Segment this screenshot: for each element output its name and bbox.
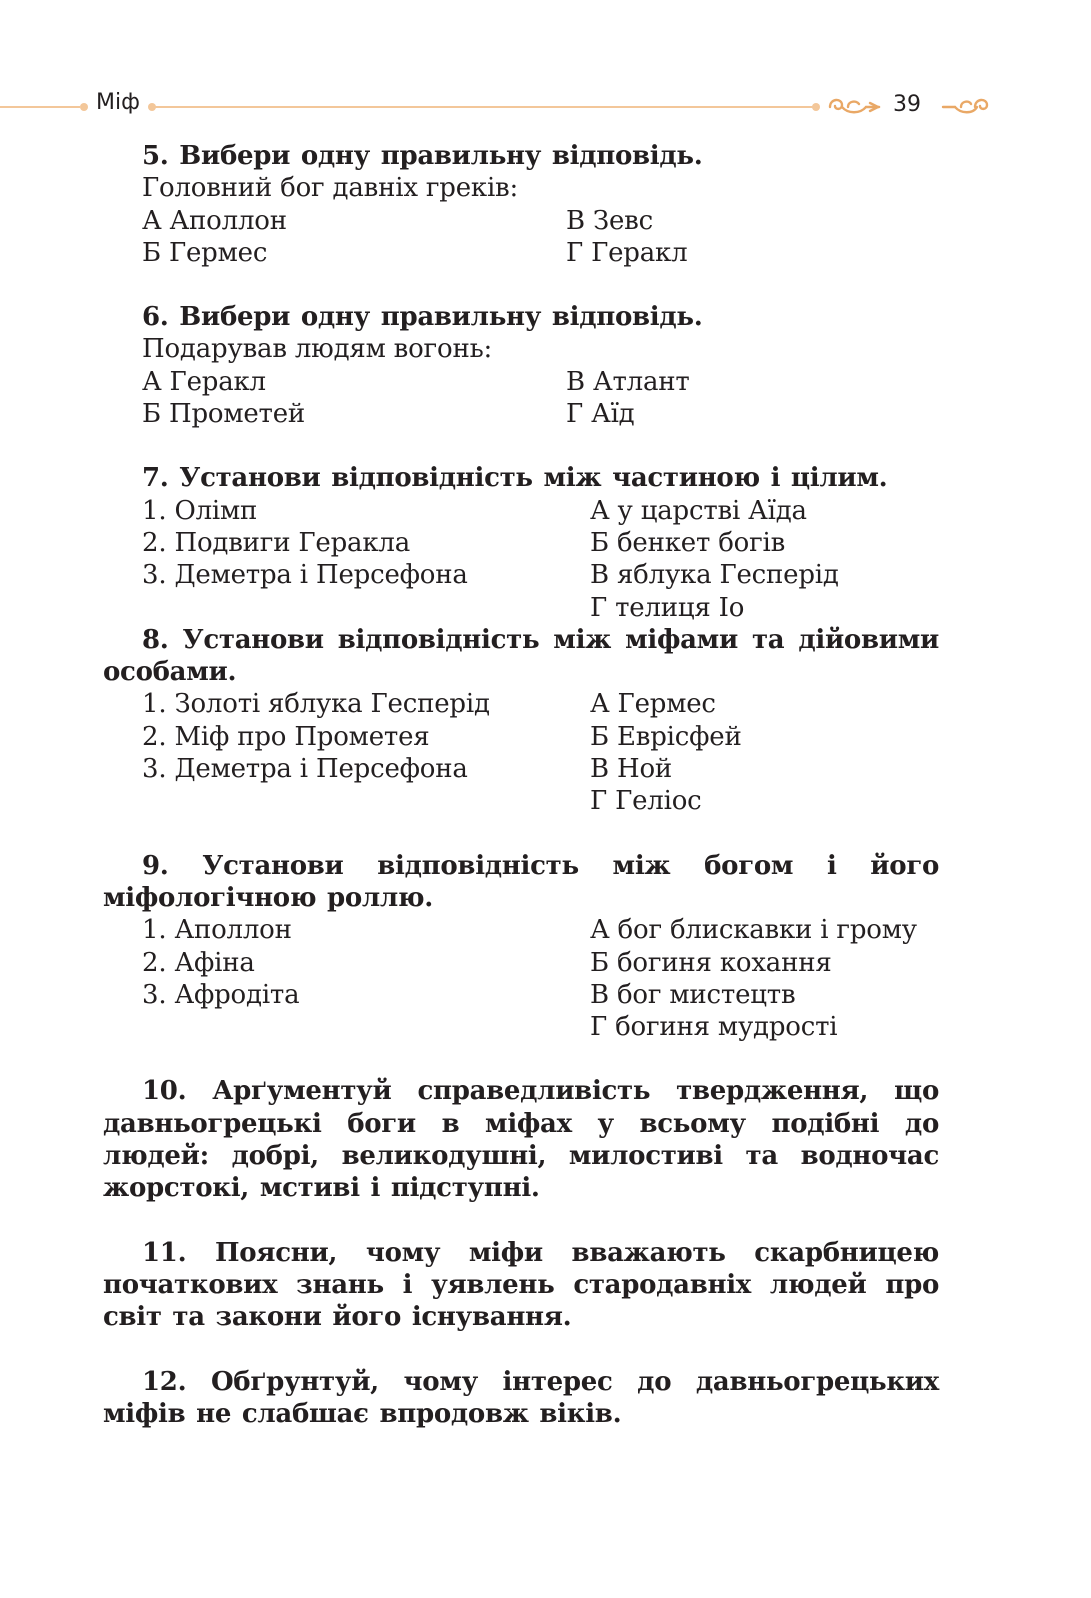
question-6 bbox=[103, 301, 939, 430]
option: Б Гермес bbox=[142, 237, 268, 268]
pair-left: 2. Міф про Прометея bbox=[142, 721, 430, 752]
option: В Атлант bbox=[566, 366, 690, 397]
spacer bbox=[103, 430, 939, 462]
question-12 bbox=[103, 1366, 939, 1431]
question-title: 12. Обґрунтуй, чому інтерес до давньогрецьких міфів не слабшає впродовж віків. bbox=[103, 1366, 939, 1429]
pair-row bbox=[103, 527, 939, 559]
pair-right: Б бенкет богів bbox=[590, 527, 786, 558]
question-title: 9. Установи відповідність між богом і його міфологічною роллю. bbox=[103, 850, 939, 913]
question-title: 10. Арґументуй справедливість твердження, що давньогрецькі боги в міфах у всьому подібні до людей: добрі, великодушні, милостиві та водночас жорстокі, мстиві і підступні. bbox=[103, 1076, 939, 1204]
pair-right: В Ной bbox=[590, 754, 673, 785]
pair-right: Б Еврісфей bbox=[590, 721, 742, 752]
pair-right: В бог мистецтв bbox=[590, 979, 796, 1010]
pair-left bbox=[142, 785, 590, 817]
question-7 bbox=[103, 462, 939, 623]
exercise-list bbox=[103, 140, 939, 1430]
pair-left: 1. Аполлон bbox=[142, 915, 292, 946]
pair-right: А у царстві Аїда bbox=[590, 495, 807, 526]
page-number: 39 bbox=[893, 92, 921, 117]
question-title: 7. Установи відповідність між частиною і цілим. bbox=[142, 463, 888, 494]
ornament-right-icon bbox=[941, 92, 991, 122]
pair-right: Г богиня мудрості bbox=[590, 1012, 838, 1043]
ornament-left-icon bbox=[826, 92, 882, 122]
pair-left: 2. Афіна bbox=[142, 947, 255, 978]
pair-row bbox=[103, 721, 939, 753]
pair-row bbox=[103, 1011, 939, 1043]
question-8 bbox=[103, 624, 939, 818]
pair-left bbox=[142, 592, 590, 624]
pair-left: 2. Подвиги Геракла bbox=[142, 527, 411, 558]
pair-row bbox=[103, 979, 939, 1011]
pair-row bbox=[103, 785, 939, 817]
pair-row bbox=[103, 559, 939, 591]
header-rule-middle bbox=[150, 106, 815, 108]
pair-row bbox=[103, 914, 939, 946]
pair-right: А бог блискавки і грому bbox=[590, 915, 917, 946]
pair-left: 3. Афродіта bbox=[142, 979, 300, 1010]
question-title: 8. Установи відповідність між міфами та дійовими особами. bbox=[103, 624, 939, 688]
spacer bbox=[103, 1043, 939, 1075]
header-rule-dot-left bbox=[80, 103, 88, 111]
option-row bbox=[103, 237, 939, 269]
question-title: 11. Поясни, чому міфи вважають скарбницею початкових знань і уявлень стародавніх людей про світ та закони його існування. bbox=[103, 1237, 939, 1333]
pair-right: А Гермес bbox=[590, 689, 716, 720]
option-row bbox=[103, 205, 939, 237]
pair-left: 3. Деметра і Персефона bbox=[142, 754, 468, 785]
option: В Зевс bbox=[566, 205, 653, 236]
spacer bbox=[103, 1205, 939, 1237]
pair-left: 3. Деметра і Персефона bbox=[142, 560, 468, 591]
pair-right: Г телиця Іо bbox=[590, 592, 745, 623]
option: А Геракл bbox=[142, 366, 266, 397]
header-rule-dot-right bbox=[812, 103, 820, 111]
question-prompt: Подарував людям вогонь: bbox=[142, 334, 493, 365]
pair-row bbox=[103, 688, 939, 720]
question-prompt: Головний бог давніх греків: bbox=[142, 173, 519, 204]
option: Г Геракл bbox=[566, 237, 688, 268]
pair-left bbox=[142, 1011, 590, 1043]
question-10 bbox=[103, 1075, 939, 1204]
option: Б Прометей bbox=[142, 399, 306, 430]
header-rule-left bbox=[0, 106, 80, 108]
spacer bbox=[103, 1334, 939, 1366]
pair-row bbox=[103, 495, 939, 527]
question-9 bbox=[103, 850, 939, 1044]
question-title: 5. Вибери одну правильну відповідь. bbox=[142, 141, 703, 171]
spacer bbox=[103, 818, 939, 850]
option: А Аполлон bbox=[142, 205, 287, 236]
pair-right: Г Геліос bbox=[590, 786, 702, 817]
pair-right: Б богиня кохання bbox=[590, 947, 832, 978]
pair-left: 1. Золоті яблука Гесперід bbox=[142, 689, 490, 720]
pair-row bbox=[103, 592, 939, 624]
question-title: 6. Вибери одну правильну відповідь. bbox=[142, 302, 703, 333]
option-row bbox=[103, 366, 939, 398]
pair-row bbox=[103, 947, 939, 979]
pair-left: 1. Олімп bbox=[142, 495, 258, 526]
spacer bbox=[103, 269, 939, 301]
question-11 bbox=[103, 1237, 939, 1334]
option: Г Аїд bbox=[566, 399, 635, 430]
pair-row bbox=[103, 753, 939, 785]
pair-right: В яблука Гесперід bbox=[590, 560, 839, 591]
question-5 bbox=[103, 140, 939, 269]
option-row bbox=[103, 398, 939, 430]
running-header-title: Міф bbox=[96, 90, 140, 115]
